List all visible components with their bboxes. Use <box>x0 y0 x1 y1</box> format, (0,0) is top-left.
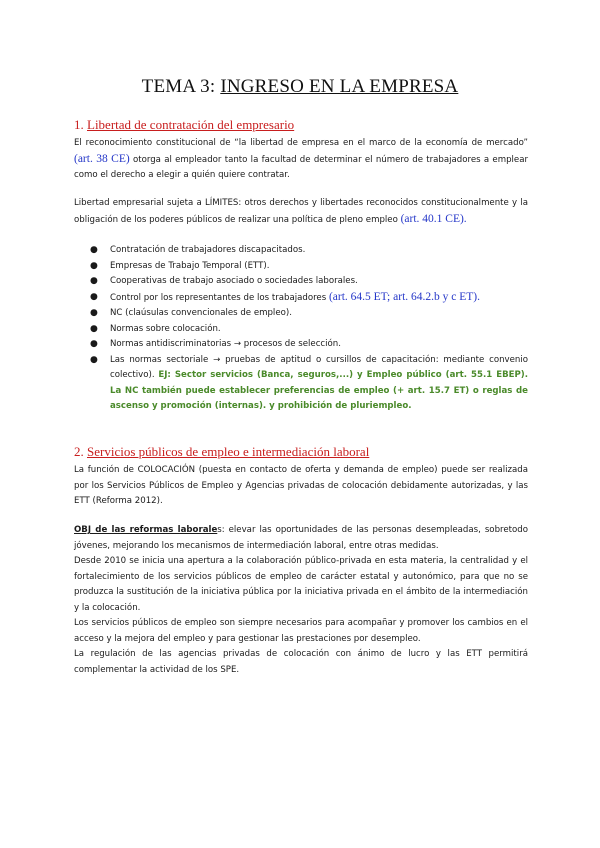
list-item-text: Empresas de Trabajo Temporal (ETT). <box>110 260 270 271</box>
section2-paragraph-2 <box>74 523 528 554</box>
section1-heading-text: Libertad de contratación del empresario <box>87 117 295 132</box>
section1-bullet-list <box>74 243 528 415</box>
list-item <box>74 274 528 290</box>
section2-heading <box>74 444 369 460</box>
section2-paragraph-3 <box>74 554 528 616</box>
title-prefix: TEMA 3: <box>141 76 221 97</box>
section2-paragraph-5 <box>74 647 528 678</box>
section1-p1-text-b: otorga al empleador tanto la facultad de determinar el número de trabajadores a emplear como el derecho a elegir a quién quiere contratar. <box>74 154 529 180</box>
list-item <box>74 243 528 259</box>
section1-p1-text-a: El reconocimiento constitucional de “la libertad de empresa en el marco de la economía de mercado” <box>74 138 528 148</box>
list-item <box>74 259 528 275</box>
list-item-text: Cooperativas de trabajo asociado o sociedades laborales. <box>110 276 358 286</box>
bullet-icon: ● <box>90 339 98 349</box>
list-item <box>74 322 528 338</box>
list-item <box>74 353 528 415</box>
section2-p5-text: La regulación de las agencias privadas de colocación con ánimo de lucro y las ETT permitirá complementar la actividad de los SPE. <box>74 649 528 675</box>
list-item-text: Contratación de trabajadores discapacitados. <box>110 245 306 255</box>
bullet-icon: ● <box>90 276 98 286</box>
section2-paragraph-1 <box>74 463 528 510</box>
section2-heading-number: 2. <box>74 444 87 459</box>
list-item-text: Normas antidiscriminatorias → procesos de selección. <box>110 339 341 349</box>
list-item-text: Las normas sectoriale → pruebas de aptitud o cursillos de capacitación: mediante convenio colectivo). <box>110 354 528 380</box>
section2-p2-label: OBJ de las reformas laborale <box>74 525 218 535</box>
section1-heading-number: 1. <box>74 117 87 132</box>
list-item <box>74 337 528 353</box>
bullet-icon: ● <box>90 245 98 255</box>
section1-p2-reference: (art. 40.1 CE). <box>400 212 467 225</box>
section1-p2-text: Libertad empresarial sujeta a LÍMITES: otros derechos y libertades reconocidos constitucionalmente y la obligación de los poderes públicos de realizar una política de pleno empleo <box>74 198 528 225</box>
section1-paragraph-1 <box>74 136 528 184</box>
bullet-icon: ● <box>90 354 98 365</box>
section1-paragraph-2 <box>74 196 528 228</box>
section2-p3-text: Desde 2010 se inicia una apertura a la colaboración público-privada en esta materia, la centralidad y el fortalecimiento de los servicios públicos de empleo de carácter estatal y autonómico, para que no se produzca la sustitución de la iniciativa pública por la iniciativa privada en el ámbito de la intermediación y la colocación. <box>74 556 528 613</box>
list-item-reference: (art. 64.5 ET; art. 64.2.b y c ET). <box>328 290 480 303</box>
list-item-text: Normas sobre colocación. <box>110 323 221 334</box>
section1-heading <box>74 117 294 133</box>
list-item-example: EJ: Sector servicios (Banca, seguros,...) y Empleo público (art. 55.1 EBEP). La NC también puede establecer preferencias de empleo (+ art. 15.7 ET) o reglas de ascenso y promoción (internas). y prohibición de pluriempleo. <box>110 370 528 411</box>
bullet-icon: ● <box>90 291 98 302</box>
page-title <box>0 76 600 98</box>
section2-paragraph-4 <box>74 616 528 647</box>
bullet-icon: ● <box>90 260 98 271</box>
section1-p1-reference: (art. 38 CE) <box>74 152 130 165</box>
section2-heading-text: Servicios públicos de empleo e intermediación laboral <box>87 444 370 459</box>
section2-p4-text: Los servicios públicos de empleo son siempre necesarios para acompañar y promover los cambios en el acceso y la mejora del empleo y para gestionar las prestaciones por desempleo. <box>74 618 528 644</box>
list-item <box>74 306 528 322</box>
list-item-text: Control por los representantes de los trabajadores <box>110 292 329 303</box>
bullet-icon: ● <box>90 323 98 334</box>
bullet-icon: ● <box>90 308 98 318</box>
list-item-text: NC (claúsulas convencionales de empleo). <box>110 308 292 318</box>
section2-p2-text: s: elevar las oportunidades de las personas desempleadas, sobretodo jóvenes, mejorando los mecanismos de intermediación laboral, entre otras medidas. <box>74 525 528 551</box>
title-main: INGRESO EN LA EMPRESA <box>220 76 459 97</box>
section2-p1-text: La función de COLOCACIÓN (puesta en contacto de oferta y demanda de empleo) puede ser realizada por los Servicios Públicos de Empleo y Agencias privadas de colocación debidamente autorizadas, y las ETT (Reforma 2012). <box>74 465 528 506</box>
list-item <box>74 290 528 307</box>
